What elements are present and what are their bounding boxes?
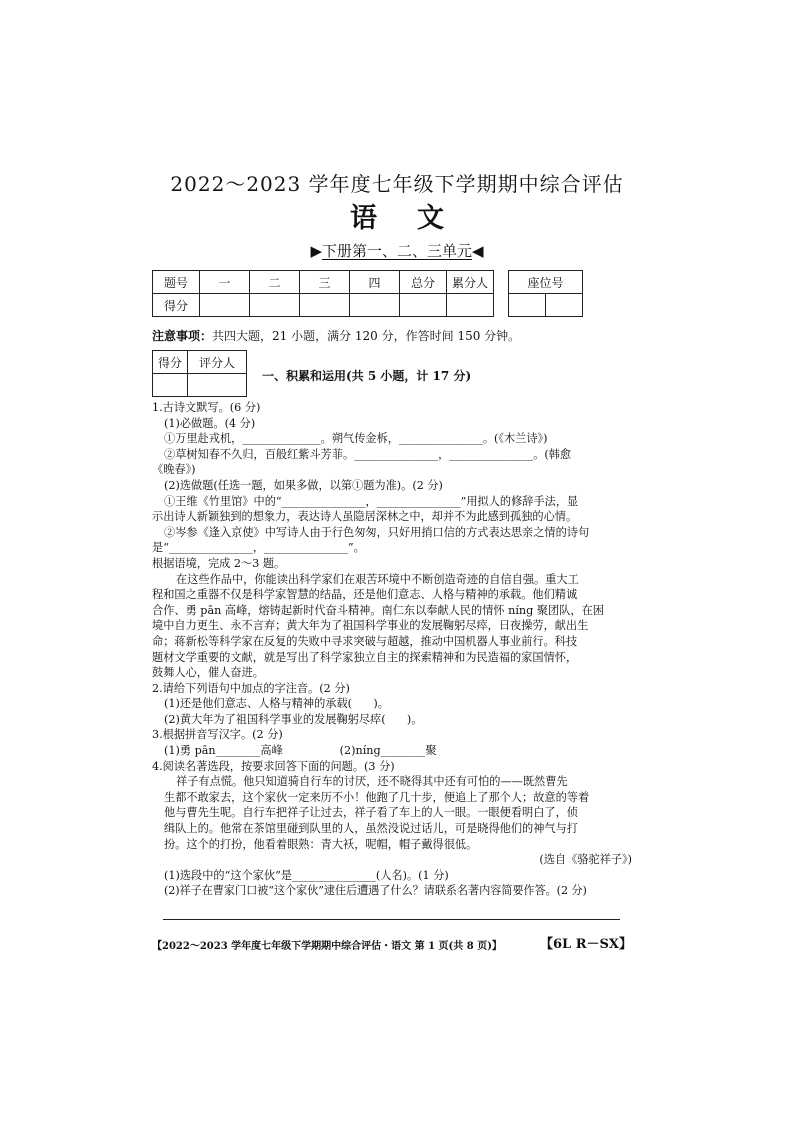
- question-line[interactable]: ①王维《竹里馆》中的“_______________，_______________”用拟人的修辞手法，显: [164, 494, 579, 508]
- context-instruction: 根据语境，完成 2～3 题。: [152, 556, 286, 570]
- seat-input-cell[interactable]: [509, 294, 546, 317]
- answer-line[interactable]: [163, 919, 620, 920]
- question-title: 4.阅读名著选段，按要求回答下面的问题。(3 分): [152, 759, 395, 773]
- score-header-cell: 三: [300, 271, 350, 294]
- notice: [152, 327, 520, 344]
- passage-line: 鼓舞人心，催人奋进。: [152, 666, 264, 680]
- scope-arrow-left-icon: ▶: [310, 242, 322, 260]
- score-input-cell[interactable]: [447, 294, 494, 317]
- score-header-cell: 四: [350, 271, 400, 294]
- passage-line: 程和国之重器不仅是科学家智慧的结晶，还是他们意志、人格与精神的承载。他们精诚: [152, 588, 578, 602]
- excerpt-line: 缉队上的。他常在茶馆里碰到队里的人，虽然没说过话儿，可是晓得他们的神气与打: [164, 822, 578, 836]
- notice-label: 注意事项：: [152, 329, 213, 343]
- seat-label: 座位号: [509, 271, 583, 294]
- passage-line: 合作、勇 pān 高峰，熔铸起新时代奋斗精神。南仁东以奉献人民的情怀 níng 聚团队，在困: [152, 603, 604, 617]
- question-line[interactable]: (1)勇 pān________高峰 (2)níng________聚: [164, 744, 437, 758]
- grader-name-input[interactable]: [188, 374, 247, 397]
- unit-scope: [0, 240, 794, 261]
- excerpt-line: 扮。这个的打扮，他看着眼熟：青大袄，呢帽，帽子戴得很低。: [164, 837, 478, 851]
- score-value-row: [153, 294, 494, 317]
- score-header-row: [153, 271, 494, 294]
- grader-score-label: 得分: [153, 351, 188, 374]
- question-line: ②岑参《逢入京使》中写诗人由于行色匆匆，只好用捎口信的方式表达思亲之情的诗句: [164, 525, 590, 539]
- footer-page-info: 【2022～2023 学年度七年级下学期期中综合评估・语文 第 1 页(共 8 页)】: [152, 941, 502, 952]
- score-input-cell[interactable]: [200, 294, 250, 317]
- question-line[interactable]: 是“_______________，_______________”。: [152, 541, 365, 555]
- passage-line: 在这些作品中，你能读出科学家们在艰苦环境中不断创造奇迹的自信自强。重大工: [176, 572, 579, 586]
- excerpt-source: (选自《骆驼祥子》): [539, 853, 632, 867]
- question-title: 1.古诗文默写。(6 分): [152, 401, 261, 414]
- excerpt-line: 祥子有点慌。他只知道骑自行车的讨厌，还不晓得其中还有可怕的——既然曹先: [176, 775, 568, 789]
- score-header-cell: 一: [200, 271, 250, 294]
- question-subtitle: (1)必做题。(4 分): [164, 416, 256, 430]
- question-line: (2)祥子在曹家门口被“这个家伙”逮住后遭遇了什么？请联系名著内容简要作答。(2 分): [164, 884, 587, 898]
- grader-table: [152, 350, 247, 397]
- question-title: 3.根据拼音写汉字。(2 分): [152, 728, 283, 742]
- excerpt-line: 生都不敢家去，这个家伙一定来历不小！他跑了几十步，便追上了那个人；故意的等着: [164, 790, 590, 804]
- question-title: 2.请给下列语句中加点的字注音。(2 分): [152, 681, 350, 695]
- question-line[interactable]: ②草树知春不久归，百般红紫斗芳菲。_______________，_______________。(韩愈: [164, 447, 572, 461]
- score-input-cell[interactable]: [350, 294, 400, 317]
- question-line[interactable]: (1)选段中的“这个家伙”是_______________(人名)。(1 分): [164, 868, 449, 882]
- passage-line: 境中自力更生、永不言弃；黄大年为了祖国科学事业的发展鞠躬尽瘁，日夜操劳，献出生: [152, 619, 589, 633]
- score-table: [152, 270, 494, 317]
- score-header-cell: 总分: [400, 271, 447, 294]
- score-input-cell[interactable]: [250, 294, 300, 317]
- question-line[interactable]: ①万里赴戎机，______________。朔气传金柝，_______________。(《木兰诗》): [164, 432, 548, 446]
- section-heading: 一、积累和运用(共 5 小题，计 17 分): [262, 369, 472, 383]
- passage-line: 命；蒋新松等科学家在反复的失败中寻求突破与超越，推动中国机器人事业前行。科技: [152, 634, 578, 648]
- question-line[interactable]: (2)黄大年为了祖国科学事业的发展鞠躬尽瘁( )。: [164, 712, 423, 726]
- grader-score-input[interactable]: [153, 374, 188, 397]
- score-header-cell: 二: [250, 271, 300, 294]
- score-header-cell: 题号: [153, 271, 200, 294]
- subject-title: 语文: [350, 203, 484, 234]
- question-line[interactable]: (1)还是他们意志、人格与精神的承载( )。: [164, 697, 389, 711]
- score-row-label: 得分: [153, 294, 200, 317]
- notice-text: 共四大题，21 小题，满分 120 分，作答时间 150 分钟。: [212, 329, 521, 343]
- grader-name-label: 评分人: [188, 351, 247, 374]
- question-line: 《晚春》): [152, 463, 196, 477]
- question-subtitle: (2)选做题(任选一题，如果多做，以第①题为准)。(2 分): [164, 478, 443, 492]
- excerpt-line: 他与曹先生呢。自行车把祥子让过去，祥子看了车上的人一眼。一眼便看明白了，侦: [164, 806, 578, 820]
- question-line: 示出诗人新颖独到的想象力，表达诗人虽隐居深林之中，却并不为此感到孤独的心情。: [152, 510, 578, 524]
- score-header-cell: 累分人: [447, 271, 494, 294]
- scope-arrow-right-icon: ◀: [472, 242, 484, 260]
- score-input-cell[interactable]: [400, 294, 447, 317]
- exam-title: 2022～2023 学年度七年级下学期期中综合评估: [170, 172, 624, 196]
- score-input-cell[interactable]: [300, 294, 350, 317]
- seat-table: [508, 270, 583, 317]
- seat-input-cell[interactable]: [546, 294, 583, 317]
- footer-code: 【6L R－SX】: [540, 937, 632, 952]
- scope-text: 下册第一、二、三单元: [321, 242, 472, 260]
- passage-line: 题材文学重要的文献，就是写出了科学家独立自主的探索精神和为民造福的家国情怀，: [152, 650, 578, 664]
- question-content: [152, 400, 632, 899]
